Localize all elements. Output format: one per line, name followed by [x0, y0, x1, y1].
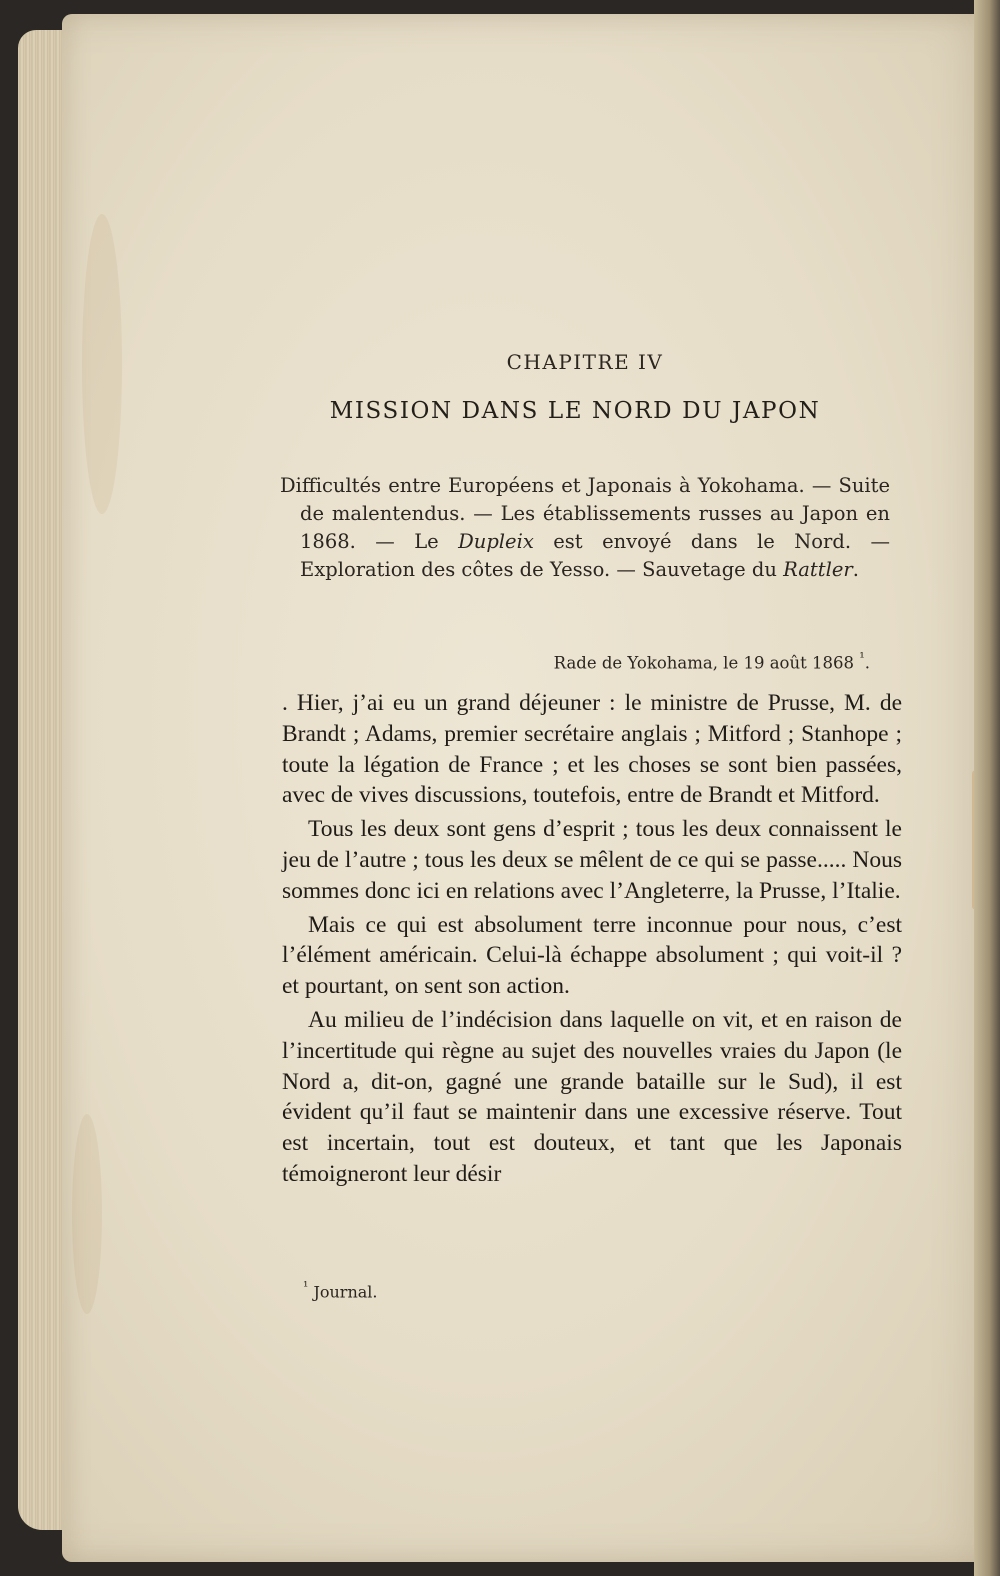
summary-text: est envoyé dans le Nord. — Exploration des côtes de Yesso. — Sauvetage du [300, 530, 890, 581]
chapter-label: CHAPITRE IV [506, 350, 664, 374]
chapter-title: MISSION DANS LE NORD DU JAPON [329, 398, 821, 424]
body-text [282, 688, 902, 1193]
paragraph: . Hier, j’ai eu un grand déjeuner : le ministre de Prusse, M. de Brandt ; Adams, premier secrétaire anglais ; Mitford ; Stanhope ; toute la légation de France ; et les choses se sont bien passées, avec de vives discussions, toutefois, entre de Brandt et Mitford. [282, 690, 902, 809]
ship-name-dupleix: Dupleix [458, 530, 534, 553]
paragraph: Au milieu de l’indécision dans laquelle on vit, et en raison de l’incertitude qui règne au sujet des nouvelles vraies du Japon (le Nord a, dit-on, gagné une grande bataille sur le Sud), il est évident qu’il faut se maintenir dans une excessive réserve. Tout est incertain, tout est douteux, et tant que les Japonais témoigneront leur désir [282, 1006, 902, 1187]
ship-name-rattler: Rattler [783, 558, 853, 581]
footnote-marker: ¹ [303, 1280, 309, 1295]
footnote-reference: ¹ [859, 650, 865, 666]
paragraph: Tous les deux sont gens d’esprit ; tous les deux connaissent le jeu de l’autre ; tous les deux se mêlent de ce qui se passe..... Nous sommes donc ici en relations avec l’Angleterre, la Prusse, l’Italie. [282, 816, 902, 904]
book-spine-edge [974, 0, 1000, 1576]
summary-text: de malentendus. — Les établissements russes au Japon en 1868. — Le [300, 502, 890, 553]
dateline-text: Rade de Yokohama, le 19 août 1868 [553, 653, 854, 673]
dateline [500, 650, 870, 673]
paper-stain [82, 214, 122, 514]
footnote [303, 1280, 377, 1301]
paragraph: Mais ce qui est absolument terre inconnue pour nous, c’est l’élément américain. Celui-là échappe absolument ; qui voit-il ? et pourtant, on sent son action. [282, 911, 902, 1000]
chapter-summary [280, 472, 890, 584]
paper-stain [72, 1114, 102, 1314]
footnote-text: Journal. [313, 1282, 378, 1302]
summary-end: . [852, 558, 859, 581]
dateline-end: . [864, 653, 870, 673]
summary-line-1: Difficultés entre Européens et Japonais à Yokohama. — Suite [280, 474, 890, 497]
